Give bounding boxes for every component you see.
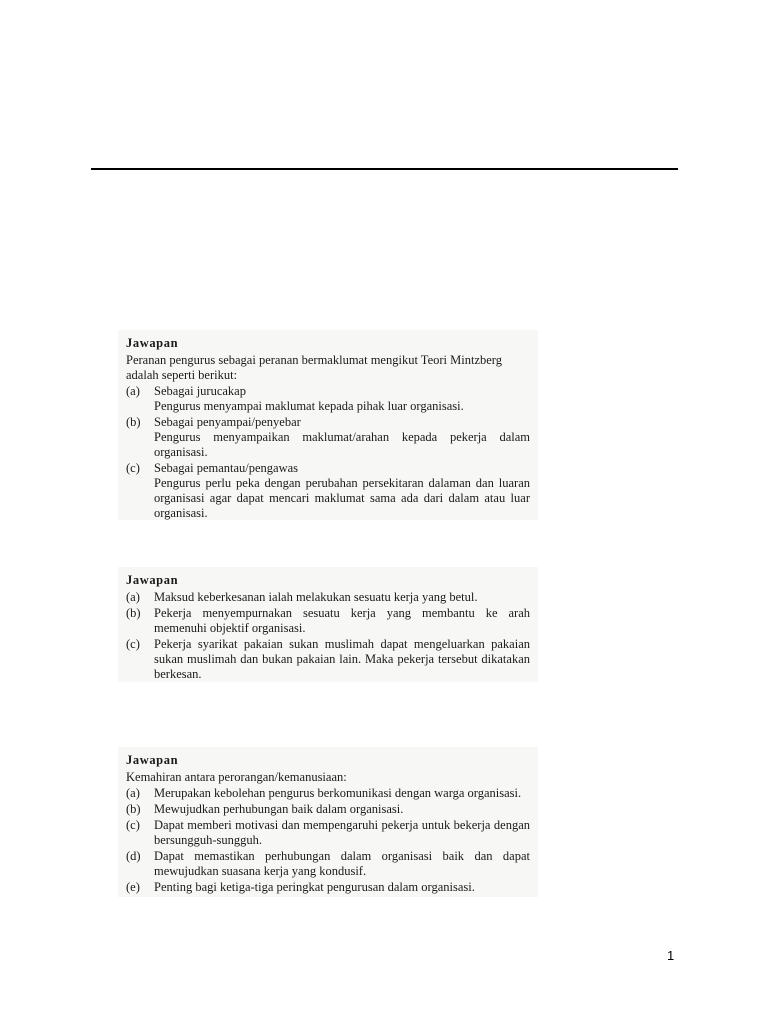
list-item (126, 786, 530, 801)
list-marker: (a) (126, 384, 140, 398)
page-number: 1 (667, 948, 675, 963)
list-item (126, 606, 530, 636)
list-marker: (a) (126, 786, 140, 800)
list-marker: (a) (126, 590, 140, 604)
item-body: Pengurus menyampaikan maklumat/arahan kepada pekerja dalam organisasi. (154, 430, 530, 459)
list-item (126, 880, 530, 895)
list-item (126, 818, 530, 848)
section-heading: Jawapan (126, 753, 179, 767)
list-item (126, 802, 530, 817)
section-heading: Jawapan (126, 573, 179, 587)
item-text: Penting bagi ketiga-tiga peringkat pengurusan dalam organisasi. (154, 880, 475, 894)
list-item (126, 849, 530, 879)
item-text: Dapat memastikan perhubungan dalam organisasi baik dan dapat mewujudkan suasana kerja yang kondusif. (154, 849, 530, 878)
list-marker: (d) (126, 849, 141, 863)
section-intro: Peranan pengurus sebagai peranan bermaklumat mengikut Teori Mintzberg adalah seperti berikut: (126, 353, 502, 382)
list-item (126, 384, 530, 414)
list-item (126, 637, 530, 682)
item-title: Sebagai pemantau/pengawas (154, 461, 299, 475)
item-body: Pengurus menyampai maklumat kepada pihak luar organisasi. (154, 399, 464, 413)
list-item (126, 590, 530, 605)
item-text: Mewujudkan perhubungan baik dalam organisasi. (154, 802, 404, 816)
list-marker: (b) (126, 802, 141, 816)
item-title: Sebagai penyampai/penyebar (154, 415, 301, 429)
item-body: Pengurus perlu peka dengan perubahan persekitaran dalaman dan luaran organisasi agar dapat mencari maklumat sama ada dari dalam atau luar organisasi. (154, 476, 530, 520)
item-text: Merupakan kebolehan pengurus berkomunikasi dengan warga organisasi. (154, 786, 522, 800)
list-marker: (b) (126, 415, 141, 429)
list-marker: (c) (126, 461, 140, 475)
list-item (126, 415, 530, 460)
item-text: Pekerja syarikat pakaian sukan muslimah dapat mengeluarkan pakaian sukan muslimah dan bukan pakaian lain. Maka pekerja tersebut dikatakan berkesan. (154, 637, 530, 681)
section-intro: Kemahiran antara perorangan/kemanusiaan: (126, 770, 347, 784)
header-rule (91, 168, 678, 170)
answer-block-2 (118, 567, 538, 682)
answer-block-1 (118, 330, 538, 520)
list-item (126, 461, 530, 521)
list-marker: (c) (126, 637, 140, 651)
item-text: Pekerja menyempurnakan sesuatu kerja yang membantu ke arah memenuhi objektif organisasi. (154, 606, 530, 635)
item-text: Dapat memberi motivasi dan mempengaruhi pekerja untuk bekerja dengan bersungguh-sungguh. (154, 818, 530, 847)
list-marker: (c) (126, 818, 140, 832)
answer-block-3 (118, 747, 538, 897)
section-heading: Jawapan (126, 336, 179, 350)
item-text: Maksud keberkesanan ialah melakukan sesuatu kerja yang betul. (154, 590, 478, 604)
list-marker: (b) (126, 606, 141, 620)
list-marker: (e) (126, 880, 140, 894)
item-title: Sebagai jurucakap (154, 384, 246, 398)
